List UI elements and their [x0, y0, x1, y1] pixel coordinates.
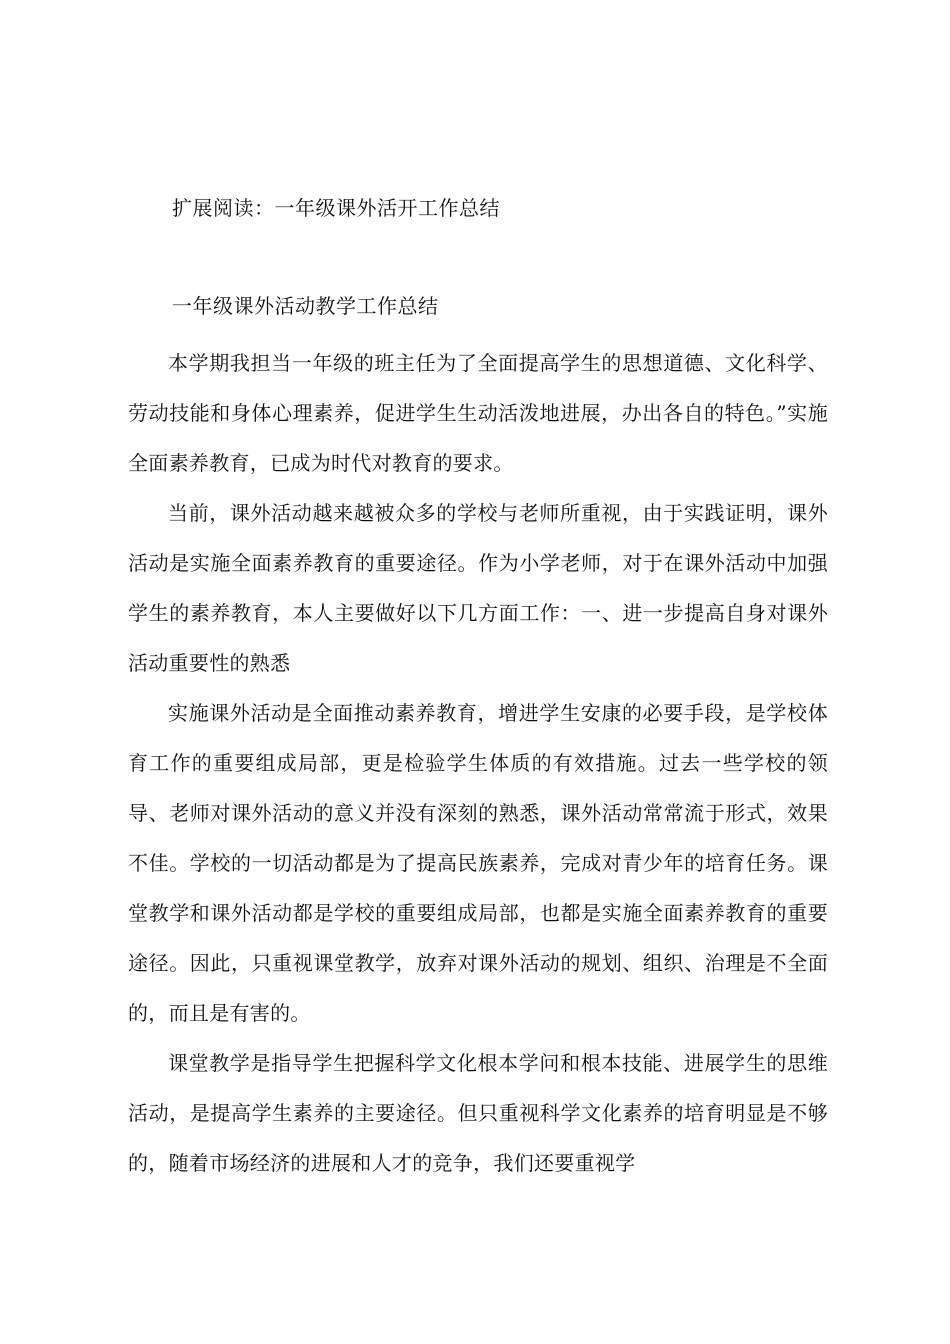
document-title: 一年级课外活动教学工作总结	[172, 294, 439, 318]
document-body	[128, 338, 828, 1188]
paragraph-1: 本学期我担当一年级的班主任为了全面提高学生的思想道德、文化科学、劳动技能和身体心理素养，促进学生生动活泼地进展，办出各自的特色。”实施全面素养教育，已成为时代对教育的要求。	[128, 351, 828, 475]
paragraph-3: 实施课外活动是全面推动素养教育，增进学生安康的必要手段，是学校体育工作的重要组成局部，更是检验学生体质的有效措施。过去一些学校的领导、老师对课外活动的意义并没有深刻的熟悉，课外活动常常流于形式，效果不佳。学校的一切活动都是为了提高民族素养，完成对青少年的培育任务。课堂教学和课外活动都是学校的重要组成局部，也都是实施全面素养教育的重要途径。因此，只重视课堂教学，放弃对课外活动的规划、组织、治理是不全面的，而且是有害的。	[128, 701, 828, 1025]
paragraph-2: 当前，课外活动越来越被众多的学校与老师所重视，由于实践证明，课外活动是实施全面素养教育的重要途径。作为小学老师，对于在课外活动中加强学生的素养教育，本人主要做好以下几方面工作：一、进一步提高自身对课外活动重要性的熟悉	[128, 501, 828, 675]
document-heading-extended-reading: 扩展阅读：一年级课外活开工作总结	[172, 196, 500, 220]
paragraph-4: 课堂教学是指导学生把握科学文化根本学问和根本技能、进展学生的思维活动，是提高学生素养的主要途径。但只重视科学文化素养的培育明显是不够的，随着市场经济的进展和人才的竞争，我们还要重视学	[128, 1051, 828, 1175]
